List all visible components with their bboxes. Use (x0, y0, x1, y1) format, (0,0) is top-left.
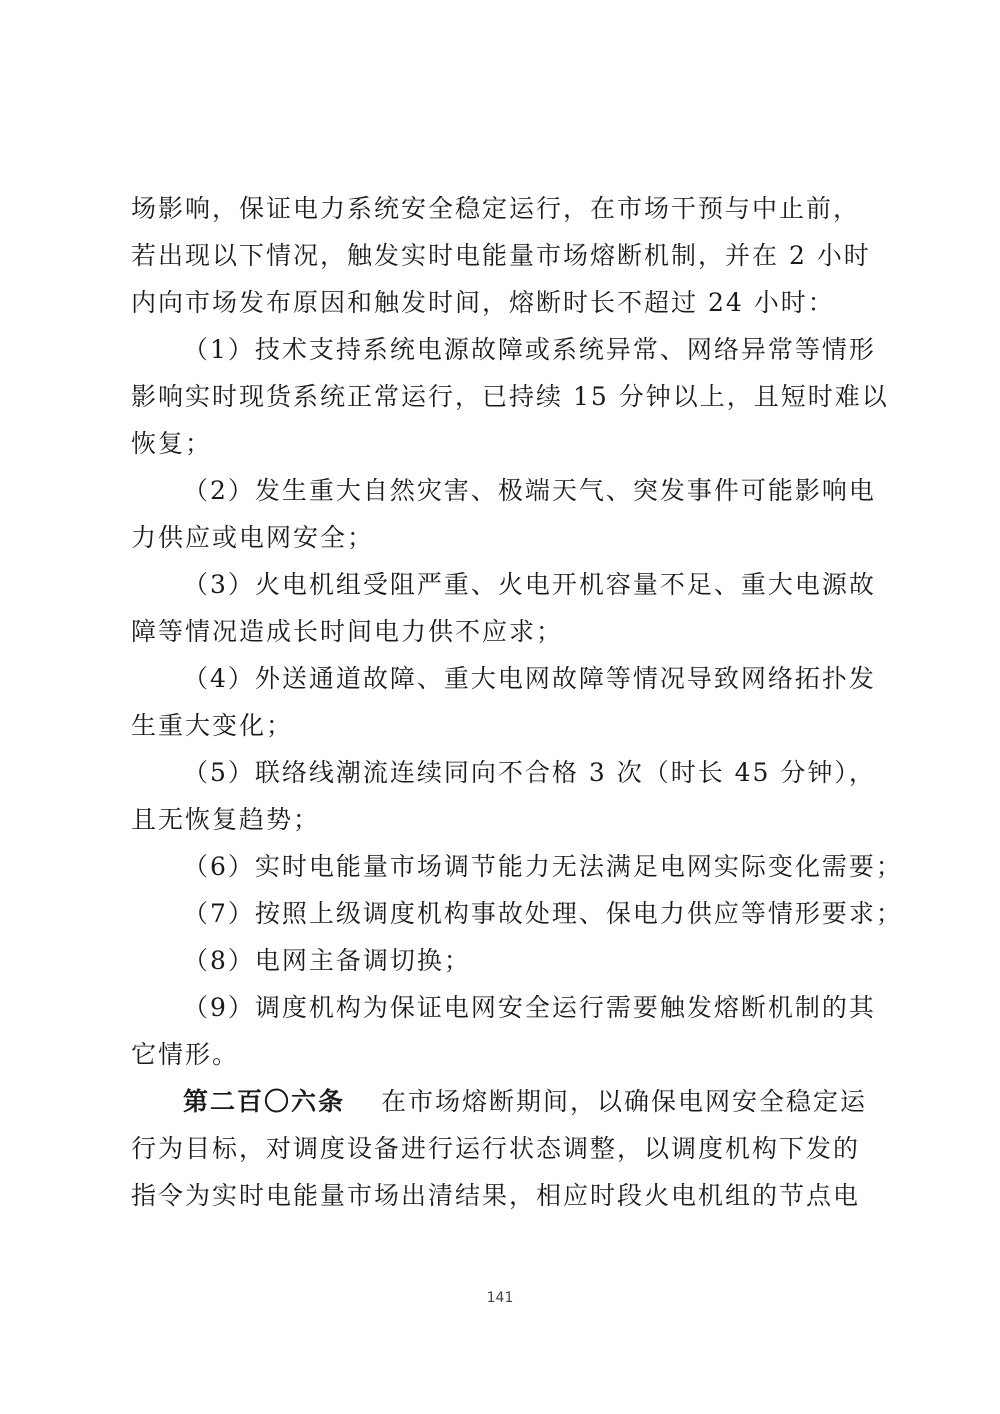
list-item-3-line: （3）火电机组受阻严重、火电开机容量不足、重大电源故 (183, 570, 876, 599)
article-206-line: 行为目标，对调度设备进行运行状态调整，以调度机构下发的 (131, 1134, 861, 1163)
list-item-9-line: 它情形。 (131, 1040, 240, 1069)
list-item-5-line: （5）联络线潮流连续同向不合格 3 次（时长 45 分钟）， (183, 758, 876, 787)
list-item-3-line: 障等情况造成长时间电力供不应求； (131, 617, 564, 646)
list-item-2-line: 力供应或电网安全； (131, 523, 375, 552)
article-206-line: 指令为实时电能量市场出清结果，相应时段火电机组的节点电 (131, 1181, 861, 1210)
list-item-1-line: （1）技术支持系统电源故障或系统异常、网络异常等情形 (183, 335, 876, 364)
list-item-1-line: 恢复； (131, 429, 213, 458)
list-item-9-line: （9）调度机构为保证电网安全运行需要触发熔断机制的其 (183, 993, 876, 1022)
list-item-6-line: （6）实时电能量市场调节能力无法满足电网实际变化需要； (183, 852, 903, 881)
list-item-8-line: （8）电网主备调切换； (183, 946, 471, 975)
list-item-2-line: （2）发生重大自然灾害、极端天气、突发事件可能影响电 (183, 476, 876, 505)
article-text: 在市场熔断期间，以确保电网安全稳定运 (381, 1087, 868, 1116)
list-item-5-line: 且无恢复趋势； (131, 805, 321, 834)
text-line: 内向市场发布原因和触发时间，熔断时长不超过 24 小时： (131, 288, 835, 317)
list-item-4-line: （4）外送通道故障、重大电网故障等情况导致网络拓扑发 (183, 664, 876, 693)
article-206-line (131, 1078, 881, 1125)
page-number: 141 (486, 1290, 514, 1306)
list-item-1-line: 影响实时现货系统正常运行，已持续 15 分钟以上，且短时难以 (131, 382, 889, 411)
list-item-4-line: 生重大变化； (131, 711, 294, 740)
article-number: 第二百〇六条 (183, 1087, 346, 1116)
list-item-7-line: （7）按照上级调度机构事故处理、保电力供应等情形要求； (183, 899, 903, 928)
text-line: 若出现以下情况，触发实时电能量市场熔断机制，并在 2 小时 (131, 241, 871, 270)
document-body (131, 185, 903, 1219)
text-line: 场影响，保证电力系统安全稳定运行，在市场干预与中止前， (131, 194, 861, 223)
